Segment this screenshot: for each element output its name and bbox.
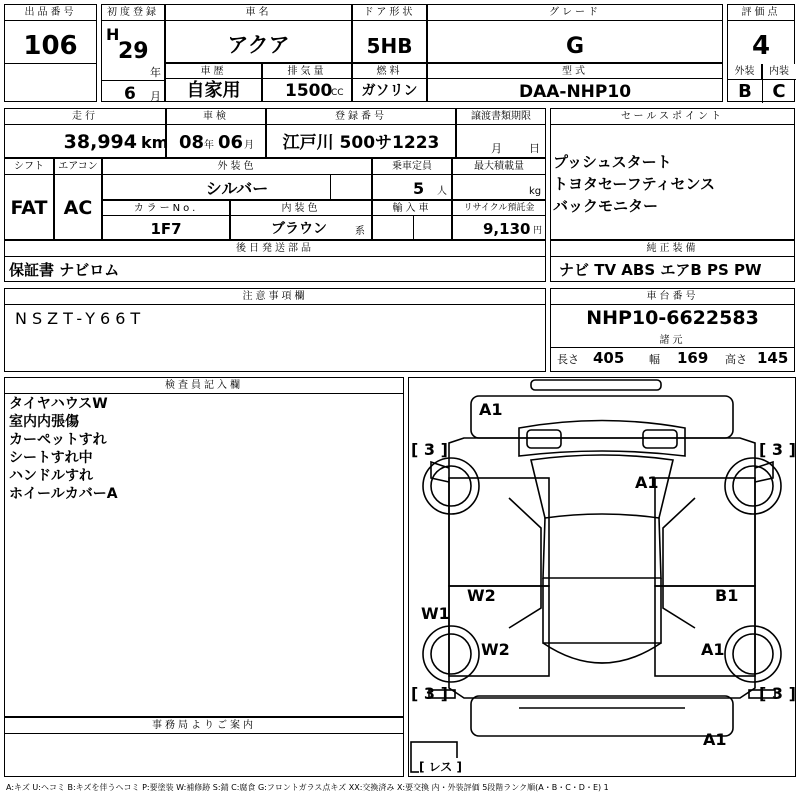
ext-color-header: 外装色 [103, 159, 371, 175]
capacity-header: 乗車定員 [373, 159, 451, 175]
sales-point-item: バックモニター [553, 197, 659, 215]
insp-year-unit: 年 [204, 140, 214, 151]
mileage-header: 走行 [5, 109, 165, 125]
sales-point-header: セールスポイント [551, 109, 794, 125]
insp-month: 06 [218, 132, 244, 153]
shift-value: FAT [10, 197, 48, 219]
inspection-cell [166, 108, 266, 158]
insp-year: 08 [179, 132, 205, 153]
recycle-header: リサイクル預託金 [453, 201, 545, 216]
grade-value: G [565, 34, 585, 59]
car-outline-svg [409, 378, 795, 776]
transfer-month: 月 [491, 142, 502, 155]
damage-mark: A1 [701, 640, 725, 659]
length-value: 405 [593, 349, 625, 367]
later-parts-value: 保証書 ナビロム [9, 261, 120, 279]
chassis-value: NHP10-6622583 [586, 307, 759, 329]
inspection-header: 車検 [167, 109, 265, 125]
model-cell [427, 63, 723, 102]
mileage-value: 38,994 [63, 131, 137, 153]
capacity-unit: 人 [437, 186, 447, 197]
transfer-header: 譲渡書類期限 [457, 109, 545, 125]
score-value: 4 [751, 31, 771, 61]
grade-header: グレード [428, 5, 722, 21]
office-header: 事務局よりご案内 [5, 718, 403, 734]
ext-color-cell [102, 158, 372, 200]
tire-front-left: [ 3 ] [411, 440, 448, 459]
transfer-cell [456, 108, 546, 158]
tire-rear-left: [ 3 ] [411, 684, 448, 703]
month-unit: 月 [150, 90, 161, 103]
legend-text: A:キズ U:ヘコミ B:キズを伴うヘコミ P:要塗装 W:補修跡 S:錆 C:腐食 G:フロントガラス点キズ XX:交換済み X:要交換 内・外装評価 5段階ランク順(A・B・C・D・E) 1 [6, 783, 609, 792]
transfer-day: 日 [529, 142, 540, 155]
aircon-cell [54, 158, 102, 240]
first-reg-cell [101, 4, 165, 102]
dims-header: 諸元 [551, 333, 794, 348]
aircon-value: AC [63, 197, 93, 219]
reg-no-cell [266, 108, 456, 158]
import-cell [372, 200, 452, 240]
genuine-value: ナビ TV ABS エアB PS PW [559, 261, 762, 279]
notes-value: NSZT-Y66T [15, 309, 146, 328]
import-header: 輸入車 [373, 201, 451, 216]
color-no-header: カラーNo. [103, 201, 229, 216]
reg-month: 6 [124, 84, 136, 104]
model-value: DAA-NHP10 [518, 82, 632, 102]
displacement-cell [262, 63, 352, 102]
damage-mark: A1 [479, 400, 503, 419]
model-header: 型式 [428, 64, 722, 79]
exterior-header: 外装 [728, 64, 762, 80]
damage-mark: W2 [481, 640, 510, 659]
tire-front-right: [ 3 ] [759, 440, 796, 459]
grade-cell [427, 4, 723, 63]
aircon-header: エアコン [55, 159, 101, 175]
chassis-header: 車台番号 [551, 289, 794, 305]
history-header: 車歴 [166, 64, 261, 79]
genuine-header: 純正装備 [551, 241, 794, 257]
width-label: 幅 [649, 353, 660, 366]
damage-mark: B1 [715, 586, 739, 605]
car-name-header: 車名 [166, 5, 351, 21]
insp-month-unit: 月 [244, 140, 254, 151]
fuel-value: ガソリン [361, 83, 418, 99]
score-header: 評価点 [728, 5, 794, 21]
damage-diagram [408, 377, 796, 777]
int-color-header: 内装色 [231, 201, 371, 216]
history-cell [165, 63, 262, 102]
notes-header: 注意事項欄 [5, 289, 545, 305]
color-no-cell [102, 200, 230, 240]
int-color-cell [230, 200, 372, 240]
door-cell [352, 4, 427, 63]
interior-score: C [772, 81, 786, 102]
displacement-value: 1500 [285, 81, 333, 101]
tire-rear-right: [ 3 ] [759, 684, 796, 703]
damage-mark: W1 [421, 604, 450, 623]
lot-cell [4, 4, 97, 102]
inspector-note: タイヤハウスW [9, 396, 108, 412]
inspector-note: シートすれ中 [9, 450, 93, 466]
year-unit: 年 [150, 66, 161, 79]
inspector-note: カーペットすれ [9, 432, 107, 448]
spare-tire: [ レス ] [419, 760, 462, 774]
cc-unit: CC [331, 88, 344, 98]
reg-no-value: 江戸川 500サ1223 [282, 133, 440, 153]
reg-year: 29 [118, 39, 149, 64]
genuine-box [550, 240, 795, 282]
ext-color-value: シルバー [205, 179, 269, 198]
recycle-cell [452, 200, 546, 240]
mileage-cell [4, 108, 169, 158]
lot-number: 106 [23, 31, 78, 61]
inspector-note: ハンドルすれ [9, 468, 93, 484]
inspector-header: 検査員記入欄 [5, 378, 403, 394]
max-load-header: 最大積載量 [453, 159, 545, 175]
era-letter: H [106, 25, 120, 44]
height-label: 高さ [725, 353, 747, 366]
recycle-unit: 円 [533, 226, 543, 236]
reg-no-header: 登録番号 [267, 109, 455, 125]
int-color-suffix: 系 [355, 226, 365, 237]
sales-point-item: トヨタセーフティセンス [553, 175, 716, 193]
interior-header: 内装 [762, 64, 796, 80]
later-parts-header: 後日発送部品 [5, 241, 545, 257]
notes-box [4, 288, 546, 372]
damage-mark: W2 [467, 586, 496, 605]
damage-mark: A1 [635, 473, 659, 492]
car-name: アクア [227, 33, 290, 57]
inspector-note: ホイールカバーA [9, 486, 118, 502]
capacity-cell [372, 158, 452, 200]
first-reg-header: 初度登録 [102, 5, 164, 21]
fuel-cell [352, 63, 427, 102]
displacement-header: 排気量 [263, 64, 351, 79]
history-value: 自家用 [186, 80, 241, 101]
max-load-cell [452, 158, 546, 200]
int-color-value: ブラウン [271, 221, 327, 237]
km-unit: km [141, 133, 169, 152]
office-box [4, 717, 404, 777]
chassis-box [550, 288, 795, 372]
later-parts-box [4, 240, 546, 282]
inspector-note: 室内内張傷 [9, 414, 79, 430]
door-header: ドア形状 [353, 5, 426, 21]
damage-mark: A1 [703, 730, 727, 749]
lot-header: 出品番号 [5, 5, 96, 21]
score-cell [727, 4, 795, 102]
shift-cell [4, 158, 54, 240]
car-name-cell [165, 4, 352, 63]
color-no-value: 1F7 [150, 220, 182, 238]
recycle-value: 9,130 [483, 220, 531, 238]
inspector-box [4, 377, 404, 717]
exterior-score: B [738, 81, 752, 102]
length-label: 長さ [557, 353, 579, 366]
shift-header: シフト [5, 159, 53, 175]
width-value: 169 [677, 349, 709, 367]
height-value: 145 [757, 349, 789, 367]
capacity-value: 5 [413, 179, 425, 198]
sales-point-item: プッシュスタート [553, 153, 672, 171]
door-type: 5HB [366, 34, 413, 58]
fuel-header: 燃料 [353, 64, 426, 79]
load-unit: kg [529, 186, 542, 197]
sales-point-box [550, 108, 795, 240]
